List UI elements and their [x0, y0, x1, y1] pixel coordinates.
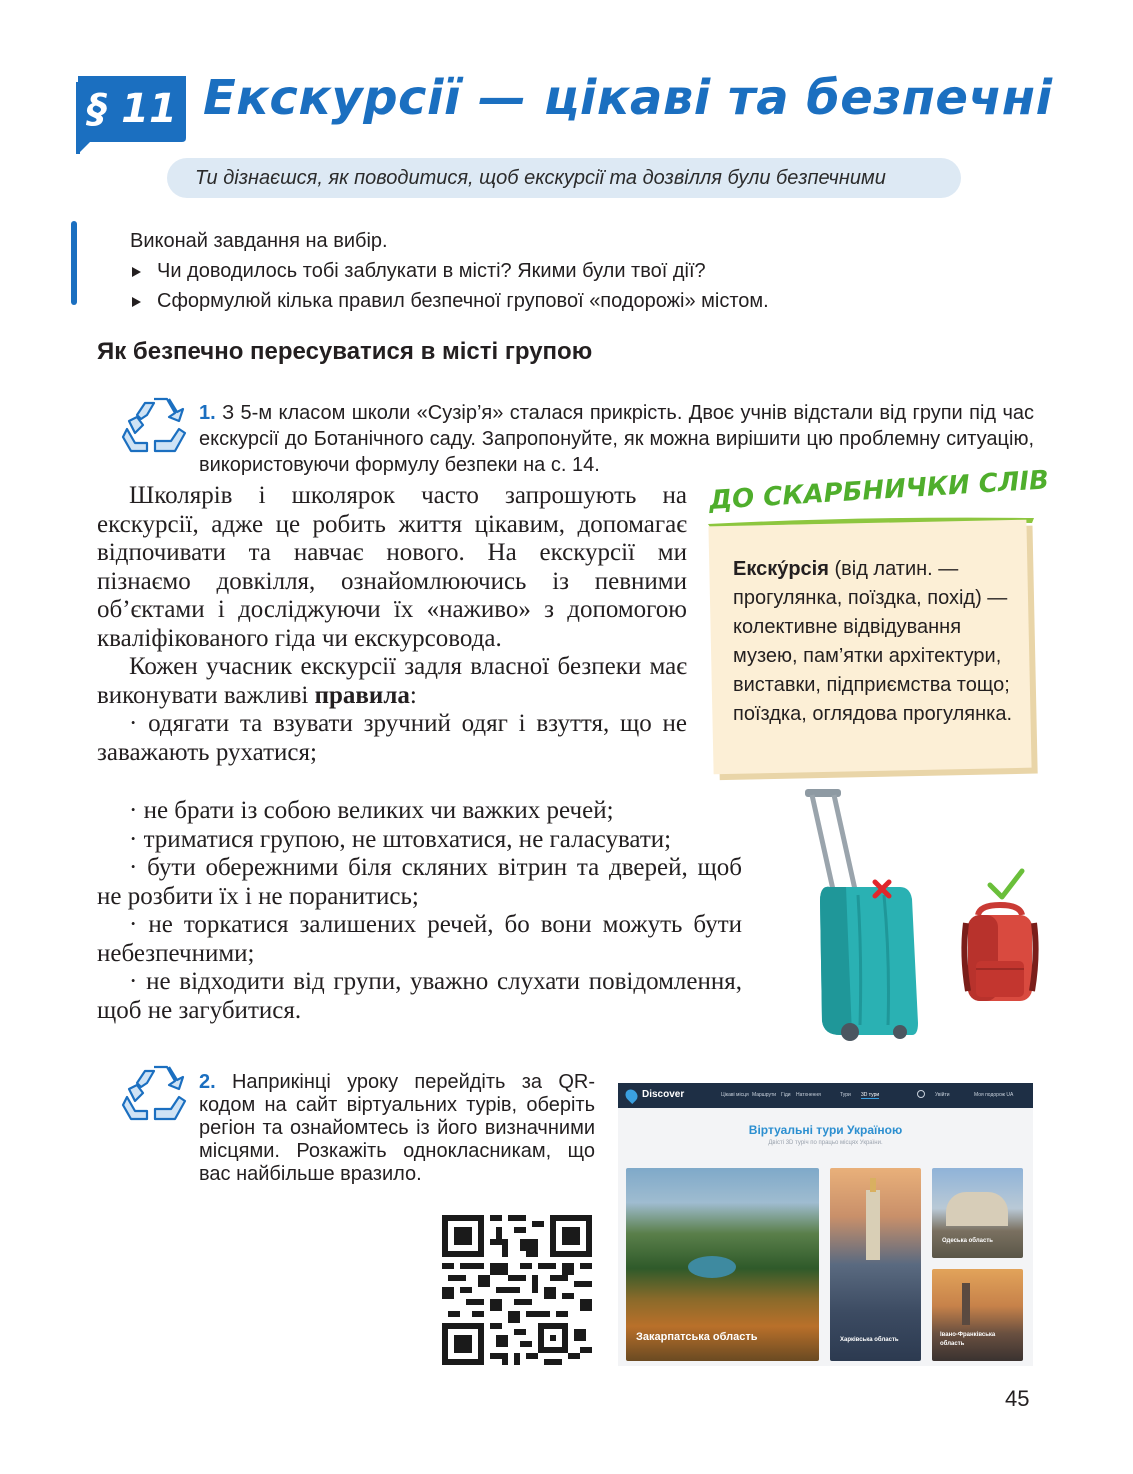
- vocab-title: ДО СКАРБНИЧКИ СЛІВ: [708, 465, 1050, 516]
- exercise-2: [199, 1071, 595, 1186]
- lesson-goal: Ти дізнаєшся, як поводитися, щоб екскурсії та дозвілля були безпечними: [167, 158, 961, 198]
- intro-lead: Виконай завдання на вибір.: [130, 230, 388, 252]
- recycle-arrows-icon: [121, 1063, 187, 1125]
- paragraph-text: Школярів і школярок часто запрошують на екскурсії, адже це робить життя цікавим, допомагає відпочивати та навчає нового. На екскурсії ми пізнаємо довкілля, ознайомлюючись із певними об’єктами і досліджуючи їх «наживо» з допомогою кваліфікованого гіда чи екскурсовода.: [97, 482, 687, 652]
- vocab-definition: Екску́рсія (від латин. — прогулянка, поїздка, похід) — колективне відвідування музею, пам’ятки архітектури, виставки, підприємства тощо; поїздка, оглядова прогулянка.: [733, 558, 1013, 725]
- site-navbar: [618, 1083, 1033, 1108]
- paragraph-text: Кожен учасник екскурсії задля власної безпеки має виконувати важливі правила:: [97, 653, 687, 709]
- backpack-icon: [964, 905, 1035, 1001]
- check-icon: [990, 871, 1022, 897]
- location-pin-icon: [623, 1087, 640, 1104]
- exercise-text: З 5-м класом школи «Сузір’я» сталася прикрість. Двоє учнів відстали від групи під час екскурсії до Ботанічного саду. Запропонуйте, як можна вирішити цю проблемну ситуацію, використовуючи формулу безпеки на с. 14.: [199, 402, 1034, 476]
- intro-item: Сформулюй кілька правил безпечної групової «подорожі» містом.: [130, 286, 769, 316]
- tower-shape: [962, 1283, 970, 1325]
- region-card-label: Закарпатська область: [636, 1331, 758, 1343]
- intro-task: [130, 226, 769, 316]
- rule-item: · не торкатися залишених речей, бо вони можуть бути небезпечними;: [97, 911, 743, 967]
- rule-item: · одягати та взувати зручний одяг і взуття, що не заважають рухатися;: [97, 710, 687, 766]
- exercise-number: 2.: [199, 1071, 216, 1093]
- vocab-term: Екску́рсія: [733, 558, 829, 580]
- site-nav-item[interactable]: Натхнення: [796, 1092, 821, 1098]
- qr-code[interactable]: [442, 1215, 592, 1365]
- site-login[interactable]: Увійти: [935, 1092, 950, 1098]
- site-brand[interactable]: Discover: [642, 1089, 685, 1100]
- bullet-triangle-icon: [132, 267, 141, 277]
- luggage-illustration: [800, 785, 1040, 1045]
- site-nav-item[interactable]: Маршрути: [752, 1092, 777, 1098]
- cathedral-dome-shape: [870, 1178, 876, 1192]
- opera-house-shape: [946, 1192, 1008, 1226]
- page-number: 45: [1005, 1386, 1030, 1411]
- exercise-number: 1.: [199, 402, 216, 424]
- region-card-kharkiv[interactable]: [830, 1168, 921, 1361]
- lake-shape: [688, 1256, 736, 1278]
- rule-item: · триматися групою, не штовхатися, не галасувати;: [129, 825, 672, 853]
- site-heading: Віртуальні тури Україною: [748, 1123, 903, 1137]
- main-paragraph-1: [97, 482, 687, 767]
- site-nav-item[interactable]: Цікаві місця: [721, 1092, 749, 1098]
- cathedral-tower-shape: [866, 1190, 880, 1260]
- exercise-text: Наприкінці уроку перейдіть за QR-кодом на сайт віртуальних турів, оберіть регіон та ознайомтесь із його визначними місцями. Розкажіть однокласникам, що вас найбільше вразило.: [199, 1071, 595, 1185]
- region-card-ivano-frankivsk[interactable]: [932, 1269, 1023, 1361]
- region-card-label: Івано-Франківська область: [940, 1332, 996, 1347]
- site-nav-item[interactable]: Тури: [840, 1092, 851, 1098]
- suitcase-icon: [805, 789, 918, 1041]
- rule-item: · бути обережними біля скляних вітрин та дверей, щоб не розбити їх і не поранитись;: [97, 854, 743, 910]
- main-rules: [97, 797, 742, 1025]
- rules-word: правила: [314, 681, 410, 709]
- site-nav-item[interactable]: 3D тури: [861, 1092, 880, 1098]
- region-card-label: Одеська область: [942, 1238, 993, 1244]
- site-subheading: Двісті 3D туріч по працьо місцях України.: [768, 1140, 883, 1146]
- search-icon[interactable]: [917, 1090, 925, 1098]
- region-card-label: Харківська область: [840, 1337, 899, 1343]
- exercise-1: [199, 400, 1034, 478]
- rule-item: · не відходити від групи, уважно слухати повідомлення, щоб не загубитися.: [97, 968, 742, 1024]
- rule-item: · не брати із собою великих чи важких речей;: [129, 797, 614, 824]
- site-nav-item[interactable]: Гіди: [781, 1092, 791, 1098]
- virtual-tours-website-screenshot: [618, 1083, 1033, 1366]
- region-card-zakarpattia[interactable]: [626, 1168, 819, 1361]
- paragraph-number: § 11: [87, 86, 177, 132]
- recycle-arrows-icon: [121, 395, 187, 457]
- paragraph-badge: [72, 72, 190, 156]
- section-heading: Як безпечно пересуватися в місті групою: [97, 338, 593, 365]
- site-language[interactable]: Моя подорож UA: [974, 1092, 1014, 1098]
- region-card-odesa[interactable]: [932, 1168, 1023, 1258]
- intro-accent-bar: [71, 221, 77, 305]
- bullet-triangle-icon: [132, 297, 141, 307]
- page-title: Екскурсії — цікаві та безпечні: [203, 70, 1053, 126]
- intro-item: Чи доводилось тобі заблукати в місті? Якими були твої дії?: [130, 256, 769, 286]
